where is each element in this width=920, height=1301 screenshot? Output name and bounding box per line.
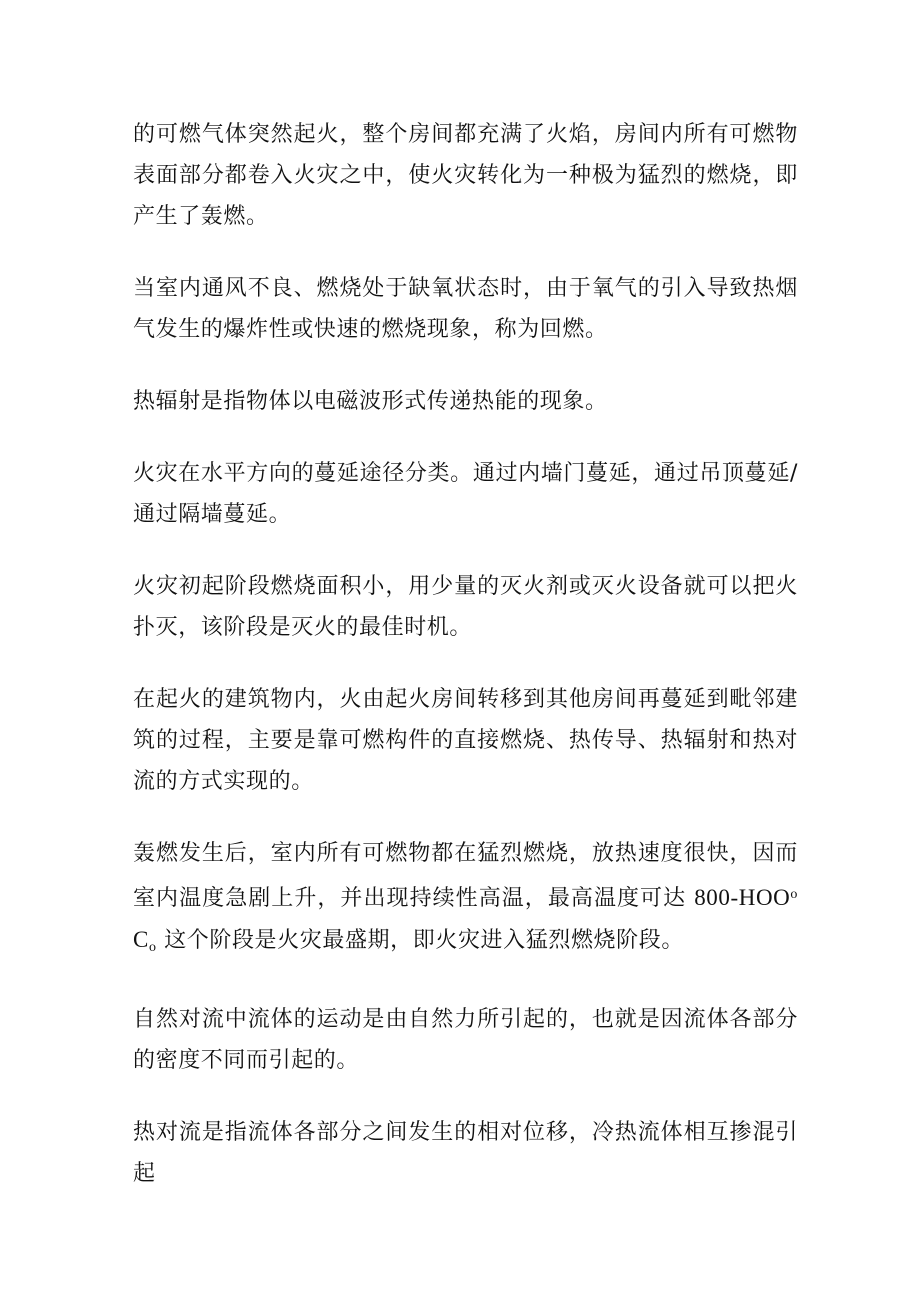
document-body <box>133 114 798 1194</box>
fully-developed-text-after: 这个阶段是火灾最盛期，即火灾进入猛烈燃烧阶段。 <box>164 928 684 953</box>
paragraph-horizontal-spread: 火灾在水平方向的蔓延途径分类。通过内墙门蔓延，通过吊顶蔓延/通过隔墙蔓延。 <box>133 461 798 527</box>
degree-mark: o <box>790 887 799 902</box>
paragraph-flashover-definition: 的可燃气体突然起火，整个房间都充满了火焰，房间内所有可燃物表面部分都卷入火灾之中，使火灾转化为一种极为猛烈的燃烧，即产生了轰燃。 <box>133 122 798 229</box>
paragraph-building-spread: 在起火的建筑物内，火由起火房间转移到其他房间再蔓延到毗邻建筑的过程，主要是靠可燃构件的直接燃烧、热传导、热辐射和热对流的方式实现的。 <box>133 687 798 794</box>
max-temperature-value: 800-HOO <box>694 885 791 910</box>
paragraph-initial-stage: 火灾初起阶段燃烧面积小，用少量的灭火剂或灭火设备就可以把火扑灭，该阶段是灭火的最佳时机。 <box>133 574 798 640</box>
paragraph-natural-convection: 自然对流中流体的运动是由自然力所引起的，也就是因流体各部分的密度不同而引起的。 <box>133 1007 798 1073</box>
temperature-unit: C <box>133 927 149 952</box>
paragraph-thermal-radiation: 热辐射是指物体以电磁波形式传递热能的现象。 <box>133 389 608 414</box>
paragraph-thermal-convection: 热对流是指流体各部分之间发生的相对位移，冷热流体相互掺混引起 <box>133 1120 798 1186</box>
paragraph-backdraft: 当室内通风不良、燃烧处于缺氧状态时，由于氧气的引入导致热烟气发生的爆炸性或快速的燃烧现象，称为回燃。 <box>133 276 798 342</box>
temperature-unit-subscript: o <box>148 940 157 955</box>
paragraph-fully-developed-stage <box>133 833 798 968</box>
fully-developed-text-before: 轰燃发生后，室内所有可燃物都在猛烈燃烧，放热速度很快，因而室内温度急剧上升，并出现持续性高温，最高温度可达 <box>133 841 798 911</box>
